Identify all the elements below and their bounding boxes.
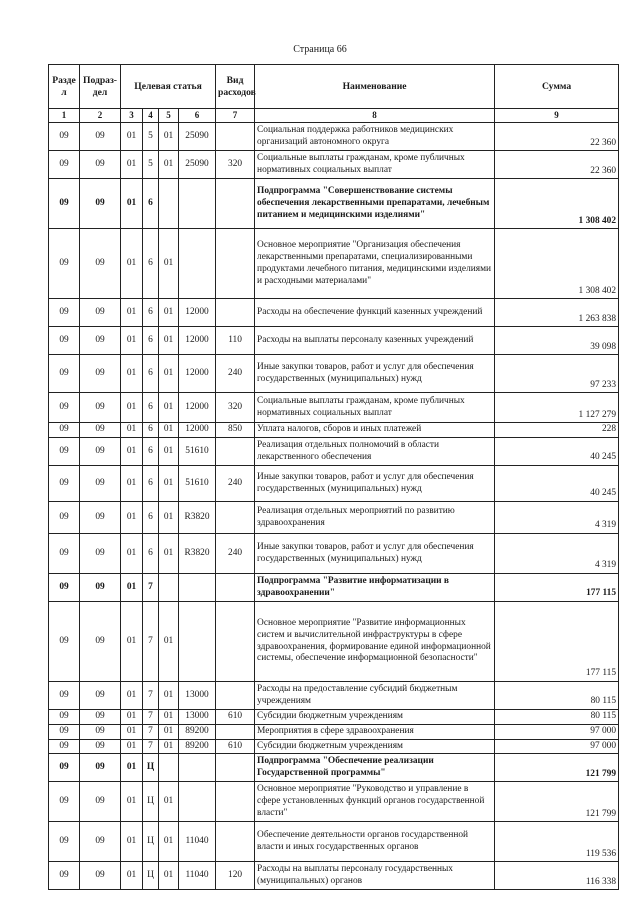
program-cell: 01 bbox=[121, 179, 143, 229]
event-cell: 01 bbox=[159, 423, 179, 438]
event-cell: 01 bbox=[159, 822, 179, 862]
program-cell: 01 bbox=[121, 327, 143, 355]
sum-cell: 4 319 bbox=[495, 502, 619, 534]
expense-type-cell bbox=[216, 123, 255, 151]
direction-cell: 25090 bbox=[179, 151, 216, 179]
subprogram-cell: 6 bbox=[143, 355, 159, 393]
name-cell: Расходы на предоставление субсидий бюджетным учреждениям bbox=[255, 682, 495, 710]
event-cell: 01 bbox=[159, 534, 179, 574]
section-cell: 09 bbox=[49, 327, 80, 355]
section-cell: 09 bbox=[49, 151, 80, 179]
section-cell: 09 bbox=[49, 822, 80, 862]
expense-type-cell bbox=[216, 229, 255, 299]
name-cell: Субсидии бюджетным учреждениям bbox=[255, 739, 495, 754]
name-cell: Уплата налогов, сборов и иных платежей bbox=[255, 423, 495, 438]
direction-cell bbox=[179, 179, 216, 229]
subprogram-cell: 7 bbox=[143, 724, 159, 739]
section-cell: 09 bbox=[49, 123, 80, 151]
expense-type-cell: 110 bbox=[216, 327, 255, 355]
subprogram-cell: 7 bbox=[143, 602, 159, 682]
table-row bbox=[49, 423, 619, 438]
direction-cell: 89200 bbox=[179, 739, 216, 754]
program-cell: 01 bbox=[121, 229, 143, 299]
sum-cell: 1 127 279 bbox=[495, 393, 619, 423]
name-cell: Подпрограмма "Обеспечение реализации Государственной программы" bbox=[255, 754, 495, 782]
event-cell: 01 bbox=[159, 151, 179, 179]
event-cell: 01 bbox=[159, 710, 179, 725]
table-row bbox=[49, 754, 619, 782]
direction-cell: 11040 bbox=[179, 822, 216, 862]
subprogram-cell: 7 bbox=[143, 682, 159, 710]
subsection-cell: 09 bbox=[80, 466, 121, 502]
table-row bbox=[49, 862, 619, 890]
table-row bbox=[49, 327, 619, 355]
program-cell: 01 bbox=[121, 438, 143, 466]
subsection-cell: 09 bbox=[80, 355, 121, 393]
section-cell: 09 bbox=[49, 710, 80, 725]
sum-cell: 1 308 402 bbox=[495, 179, 619, 229]
subprogram-cell: 6 bbox=[143, 534, 159, 574]
program-cell: 01 bbox=[121, 754, 143, 782]
name-cell: Иные закупки товаров, работ и услуг для обеспечения государственных (муниципальных) нужд bbox=[255, 466, 495, 502]
name-cell: Реализация отдельных полномочий в области лекарственного обеспечения bbox=[255, 438, 495, 466]
sum-cell: 177 115 bbox=[495, 602, 619, 682]
expense-type-cell bbox=[216, 724, 255, 739]
table-row bbox=[49, 602, 619, 682]
subprogram-cell: Ц bbox=[143, 822, 159, 862]
expense-type-cell: 240 bbox=[216, 534, 255, 574]
column-number: 6 bbox=[179, 109, 216, 123]
table-row bbox=[49, 438, 619, 466]
sum-cell: 177 115 bbox=[495, 574, 619, 602]
table-row bbox=[49, 822, 619, 862]
section-cell: 09 bbox=[49, 724, 80, 739]
direction-cell: 13000 bbox=[179, 710, 216, 725]
program-cell: 01 bbox=[121, 782, 143, 822]
subprogram-cell: 6 bbox=[143, 327, 159, 355]
event-cell: 01 bbox=[159, 299, 179, 327]
sum-cell: 97 000 bbox=[495, 739, 619, 754]
table-row bbox=[49, 179, 619, 229]
subsection-cell: 09 bbox=[80, 754, 121, 782]
program-cell: 01 bbox=[121, 682, 143, 710]
subsection-cell: 09 bbox=[80, 123, 121, 151]
sum-cell: 40 245 bbox=[495, 438, 619, 466]
expense-type-cell bbox=[216, 502, 255, 534]
section-cell: 09 bbox=[49, 754, 80, 782]
table-row bbox=[49, 739, 619, 754]
event-cell: 01 bbox=[159, 466, 179, 502]
program-cell: 01 bbox=[121, 393, 143, 423]
sum-cell: 22 360 bbox=[495, 123, 619, 151]
name-cell: Обеспечение деятельности органов государственной власти и иных государственных органов bbox=[255, 822, 495, 862]
expense-type-cell: 850 bbox=[216, 423, 255, 438]
direction-cell: 12000 bbox=[179, 423, 216, 438]
section-cell: 09 bbox=[49, 299, 80, 327]
budget-table bbox=[48, 64, 619, 890]
name-cell: Иные закупки товаров, работ и услуг для обеспечения государственных (муниципальных) нужд bbox=[255, 355, 495, 393]
subsection-cell: 09 bbox=[80, 862, 121, 890]
name-cell: Подпрограмма "Развитие информатизации в здравоохранении" bbox=[255, 574, 495, 602]
column-number: 9 bbox=[495, 109, 619, 123]
name-cell: Расходы на обеспечение функций казенных учреждений bbox=[255, 299, 495, 327]
column-number: 7 bbox=[216, 109, 255, 123]
subprogram-cell: 6 bbox=[143, 466, 159, 502]
page-number: Страница 66 bbox=[293, 44, 347, 55]
sum-cell: 39 098 bbox=[495, 327, 619, 355]
section-cell: 09 bbox=[49, 502, 80, 534]
name-cell: Основное мероприятие "Развитие информационных систем и вычислительной инфраструктуры в сфере здравоохранения, формирование единой информационной системы, обеспечение информационной безопасности" bbox=[255, 602, 495, 682]
name-cell: Основное мероприятие "Организация обеспечения лекарственными препаратами, специализированными продуктами лечебного питания, медицинскими изделиями и расходными материалами" bbox=[255, 229, 495, 299]
column-number: 3 bbox=[121, 109, 143, 123]
sum-cell: 116 338 bbox=[495, 862, 619, 890]
name-cell: Основное мероприятие "Руководство и управление в сфере установленных функций органов государственной власти" bbox=[255, 782, 495, 822]
subprogram-cell: 6 bbox=[143, 299, 159, 327]
direction-cell: 51610 bbox=[179, 438, 216, 466]
event-cell: 01 bbox=[159, 682, 179, 710]
sum-cell: 1 263 838 bbox=[495, 299, 619, 327]
sum-cell: 40 245 bbox=[495, 466, 619, 502]
section-cell: 09 bbox=[49, 739, 80, 754]
table-row bbox=[49, 534, 619, 574]
event-cell bbox=[159, 574, 179, 602]
subsection-cell: 09 bbox=[80, 438, 121, 466]
expense-type-cell: 610 bbox=[216, 739, 255, 754]
subsection-cell: 09 bbox=[80, 502, 121, 534]
event-cell: 01 bbox=[159, 782, 179, 822]
subsection-cell: 09 bbox=[80, 739, 121, 754]
program-cell: 01 bbox=[121, 151, 143, 179]
direction-cell bbox=[179, 602, 216, 682]
expense-type-cell bbox=[216, 179, 255, 229]
event-cell: 01 bbox=[159, 739, 179, 754]
program-cell: 01 bbox=[121, 822, 143, 862]
subsection-cell: 09 bbox=[80, 423, 121, 438]
subprogram-cell: 6 bbox=[143, 423, 159, 438]
expense-type-cell: 610 bbox=[216, 710, 255, 725]
section-cell: 09 bbox=[49, 682, 80, 710]
event-cell: 01 bbox=[159, 502, 179, 534]
section-cell: 09 bbox=[49, 179, 80, 229]
subprogram-cell: 6 bbox=[143, 438, 159, 466]
expense-type-cell bbox=[216, 602, 255, 682]
direction-cell: 13000 bbox=[179, 682, 216, 710]
direction-cell bbox=[179, 229, 216, 299]
expense-type-cell: 240 bbox=[216, 466, 255, 502]
direction-cell: 12000 bbox=[179, 299, 216, 327]
direction-cell: R3820 bbox=[179, 502, 216, 534]
program-cell: 01 bbox=[121, 724, 143, 739]
program-cell: 01 bbox=[121, 502, 143, 534]
sum-cell: 97 233 bbox=[495, 355, 619, 393]
subprogram-cell: 6 bbox=[143, 502, 159, 534]
sum-cell: 228 bbox=[495, 423, 619, 438]
column-number: 4 bbox=[143, 109, 159, 123]
event-cell: 01 bbox=[159, 327, 179, 355]
sum-cell: 119 536 bbox=[495, 822, 619, 862]
section-cell: 09 bbox=[49, 229, 80, 299]
header-expense-type: Вид расходов bbox=[216, 65, 255, 109]
program-cell: 01 bbox=[121, 534, 143, 574]
expense-type-cell bbox=[216, 574, 255, 602]
section-cell: 09 bbox=[49, 602, 80, 682]
direction-cell bbox=[179, 782, 216, 822]
column-number: 5 bbox=[159, 109, 179, 123]
subprogram-cell: 7 bbox=[143, 739, 159, 754]
program-cell: 01 bbox=[121, 862, 143, 890]
direction-cell: 12000 bbox=[179, 393, 216, 423]
name-cell: Иные закупки товаров, работ и услуг для обеспечения государственных (муниципальных) нужд bbox=[255, 534, 495, 574]
section-cell: 09 bbox=[49, 438, 80, 466]
name-cell: Реализация отдельных мероприятий по развитию здравоохранения bbox=[255, 502, 495, 534]
expense-type-cell: 240 bbox=[216, 355, 255, 393]
event-cell: 01 bbox=[159, 438, 179, 466]
direction-cell: 25090 bbox=[179, 123, 216, 151]
event-cell bbox=[159, 179, 179, 229]
program-cell: 01 bbox=[121, 574, 143, 602]
direction-cell bbox=[179, 574, 216, 602]
program-cell: 01 bbox=[121, 710, 143, 725]
expense-type-cell: 320 bbox=[216, 151, 255, 179]
direction-cell: 51610 bbox=[179, 466, 216, 502]
table-row bbox=[49, 393, 619, 423]
subsection-cell: 09 bbox=[80, 179, 121, 229]
direction-cell: 11040 bbox=[179, 862, 216, 890]
name-cell: Расходы на выплаты персоналу казенных учреждений bbox=[255, 327, 495, 355]
subsection-cell: 09 bbox=[80, 574, 121, 602]
header-subsection: Подраз-дел bbox=[80, 65, 121, 109]
direction-cell: R3820 bbox=[179, 534, 216, 574]
column-number: 1 bbox=[49, 109, 80, 123]
header-section: Разде л bbox=[49, 65, 80, 109]
subprogram-cell: 6 bbox=[143, 179, 159, 229]
table-row bbox=[49, 682, 619, 710]
event-cell bbox=[159, 754, 179, 782]
subprogram-cell: 5 bbox=[143, 123, 159, 151]
column-number-row bbox=[49, 109, 619, 123]
program-cell: 01 bbox=[121, 355, 143, 393]
table-row bbox=[49, 299, 619, 327]
column-number: 8 bbox=[255, 109, 495, 123]
sum-cell: 1 308 402 bbox=[495, 229, 619, 299]
direction-cell bbox=[179, 754, 216, 782]
subprogram-cell: 7 bbox=[143, 710, 159, 725]
table-row bbox=[49, 502, 619, 534]
name-cell: Социальные выплаты гражданам, кроме публичных нормативных социальных выплат bbox=[255, 393, 495, 423]
direction-cell: 12000 bbox=[179, 355, 216, 393]
event-cell: 01 bbox=[159, 393, 179, 423]
section-cell: 09 bbox=[49, 862, 80, 890]
program-cell: 01 bbox=[121, 123, 143, 151]
direction-cell: 89200 bbox=[179, 724, 216, 739]
column-number: 2 bbox=[80, 109, 121, 123]
expense-type-cell: 320 bbox=[216, 393, 255, 423]
subsection-cell: 09 bbox=[80, 229, 121, 299]
event-cell: 01 bbox=[159, 862, 179, 890]
program-cell: 01 bbox=[121, 466, 143, 502]
table-row bbox=[49, 123, 619, 151]
sum-cell: 97 000 bbox=[495, 724, 619, 739]
section-cell: 09 bbox=[49, 574, 80, 602]
section-cell: 09 bbox=[49, 393, 80, 423]
subsection-cell: 09 bbox=[80, 782, 121, 822]
expense-type-cell bbox=[216, 299, 255, 327]
direction-cell: 12000 bbox=[179, 327, 216, 355]
subprogram-cell: 6 bbox=[143, 229, 159, 299]
table-row bbox=[49, 710, 619, 725]
subsection-cell: 09 bbox=[80, 151, 121, 179]
subsection-cell: 09 bbox=[80, 534, 121, 574]
event-cell: 01 bbox=[159, 123, 179, 151]
table-row bbox=[49, 151, 619, 179]
event-cell: 01 bbox=[159, 602, 179, 682]
section-cell: 09 bbox=[49, 355, 80, 393]
sum-cell: 80 115 bbox=[495, 710, 619, 725]
table-row bbox=[49, 355, 619, 393]
table-body bbox=[49, 123, 619, 890]
subsection-cell: 09 bbox=[80, 602, 121, 682]
name-cell: Подпрограмма "Совершенствование системы обеспечения лекарственными препаратами, лечебным питанием и медицинскими изделиями" bbox=[255, 179, 495, 229]
subsection-cell: 09 bbox=[80, 682, 121, 710]
event-cell: 01 bbox=[159, 229, 179, 299]
subprogram-cell: 5 bbox=[143, 151, 159, 179]
section-cell: 09 bbox=[49, 423, 80, 438]
header-target-article: Целевая статья bbox=[121, 65, 216, 109]
subprogram-cell: Ц bbox=[143, 862, 159, 890]
expense-type-cell bbox=[216, 754, 255, 782]
expense-type-cell bbox=[216, 822, 255, 862]
table-row bbox=[49, 229, 619, 299]
table-row bbox=[49, 724, 619, 739]
header-name: Наименование bbox=[255, 65, 495, 109]
section-cell: 09 bbox=[49, 466, 80, 502]
sum-cell: 121 799 bbox=[495, 754, 619, 782]
program-cell: 01 bbox=[121, 423, 143, 438]
sum-cell: 80 115 bbox=[495, 682, 619, 710]
table-row bbox=[49, 574, 619, 602]
name-cell: Субсидии бюджетным учреждениям bbox=[255, 710, 495, 725]
expense-type-cell: 120 bbox=[216, 862, 255, 890]
expense-type-cell bbox=[216, 782, 255, 822]
expense-type-cell bbox=[216, 438, 255, 466]
sum-cell: 22 360 bbox=[495, 151, 619, 179]
name-cell: Расходы на выплаты персоналу государственных (муниципальных) органов bbox=[255, 862, 495, 890]
section-cell: 09 bbox=[49, 782, 80, 822]
subprogram-cell: 7 bbox=[143, 574, 159, 602]
name-cell: Социальная поддержка работников медицинских организаций автономного округа bbox=[255, 123, 495, 151]
subprogram-cell: 6 bbox=[143, 393, 159, 423]
header-sum: Сумма bbox=[495, 65, 619, 109]
sum-cell: 121 799 bbox=[495, 782, 619, 822]
subsection-cell: 09 bbox=[80, 393, 121, 423]
subprogram-cell: Ц bbox=[143, 782, 159, 822]
table-row bbox=[49, 466, 619, 502]
name-cell: Социальные выплаты гражданам, кроме публичных нормативных социальных выплат bbox=[255, 151, 495, 179]
event-cell: 01 bbox=[159, 724, 179, 739]
sum-cell: 4 319 bbox=[495, 534, 619, 574]
subsection-cell: 09 bbox=[80, 724, 121, 739]
subsection-cell: 09 bbox=[80, 822, 121, 862]
name-cell: Мероприятия в сфере здравоохранения bbox=[255, 724, 495, 739]
program-cell: 01 bbox=[121, 602, 143, 682]
subsection-cell: 09 bbox=[80, 710, 121, 725]
subsection-cell: 09 bbox=[80, 299, 121, 327]
table-row bbox=[49, 782, 619, 822]
subsection-cell: 09 bbox=[80, 327, 121, 355]
expense-type-cell bbox=[216, 682, 255, 710]
subprogram-cell: Ц bbox=[143, 754, 159, 782]
event-cell: 01 bbox=[159, 355, 179, 393]
section-cell: 09 bbox=[49, 534, 80, 574]
program-cell: 01 bbox=[121, 739, 143, 754]
program-cell: 01 bbox=[121, 299, 143, 327]
